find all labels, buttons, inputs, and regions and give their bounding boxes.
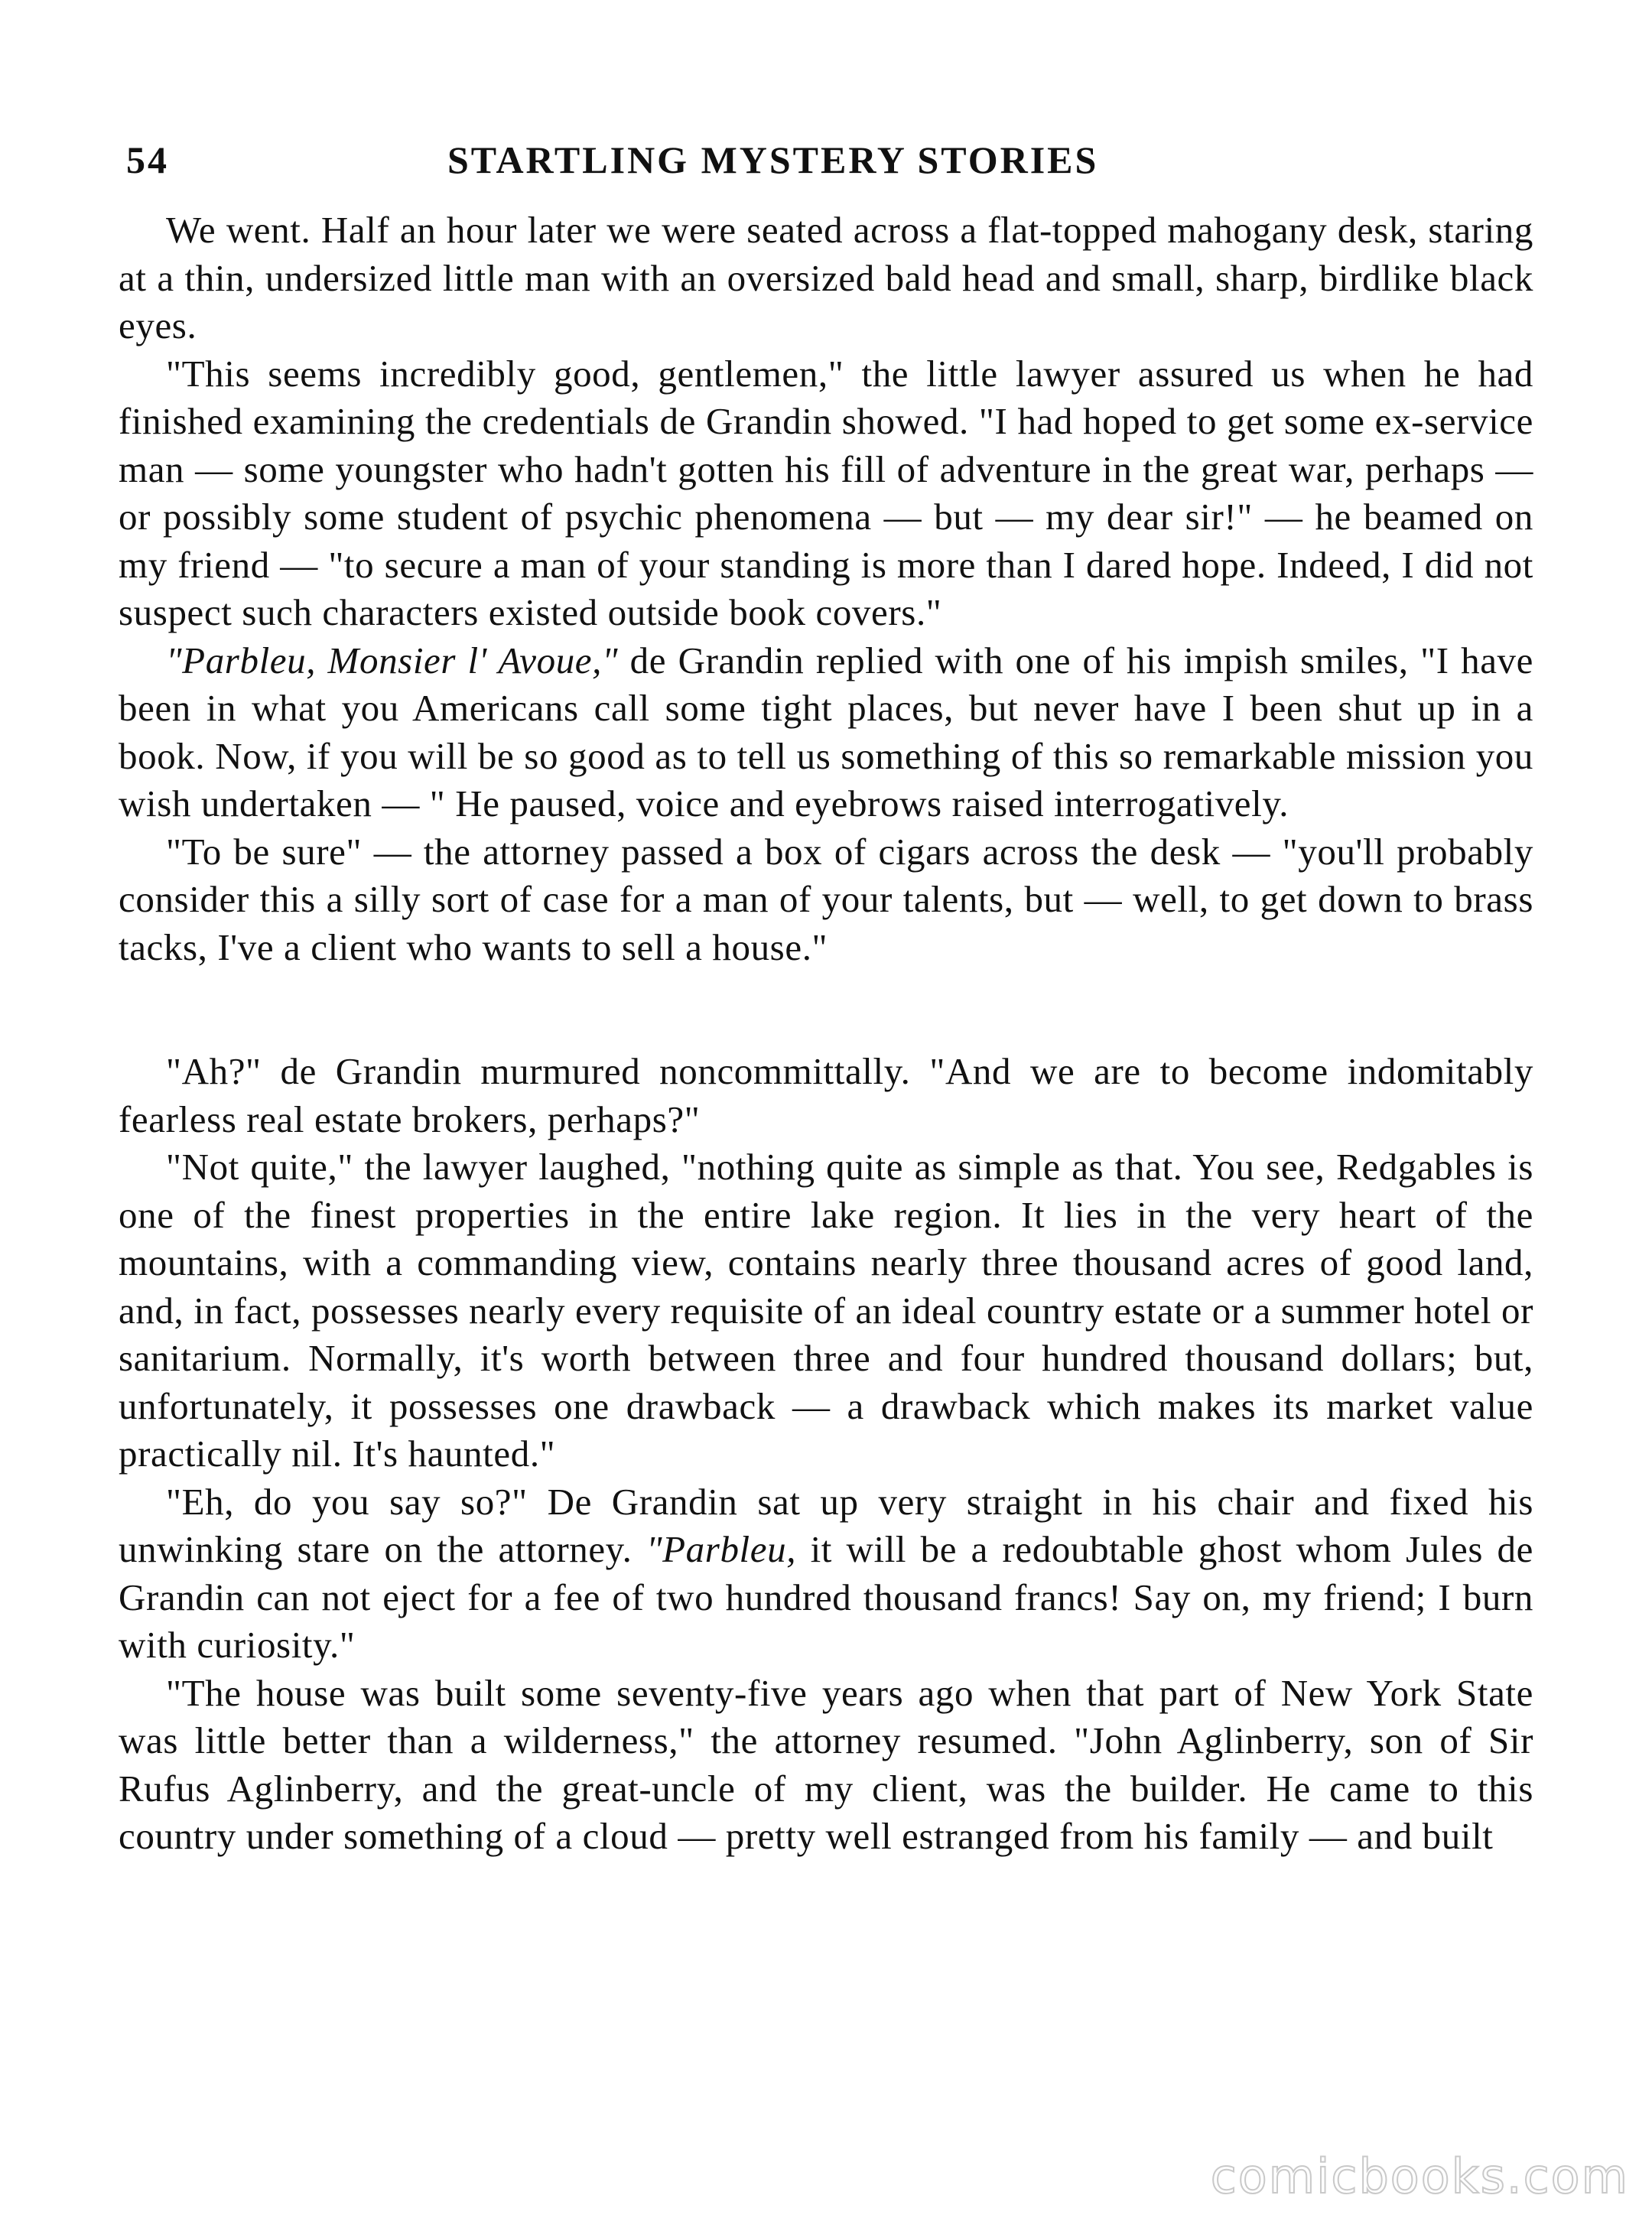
paragraph (119, 828, 1533, 972)
paragraph (119, 1143, 1533, 1478)
paragraph-text: "This seems incredibly good, gentlemen," the little lawyer assured us when he had finished examining the credentials de Grandin showed. "I had hoped to get some ex-service man — some youngster who hadn't gotten his fill of adventure in the great war, perhaps — or possibly some student of psychic phenomena — but — my dear sir!" — he beamed on my friend — "to secure a man of your standing is more than I dared hope. Indeed, I did not suspect such characters existed outside book covers." (119, 352, 1533, 633)
running-head (119, 138, 1533, 191)
watermark: comicbooks.com (1210, 2148, 1629, 2204)
paragraph-text: "To be sure" — the attorney passed a box of cigars across the desk — "you'll probably consider this a silly sort of case for a man of your talents, but — well, to get down to brass tacks, I've a client who wants to sell a house." (119, 830, 1533, 968)
paragraph (119, 1478, 1533, 1670)
paragraph-text: "Ah?" de Grandin murmured noncommittally. "And we are to become indomitably fearless real estate brokers, perhaps?" (119, 1050, 1533, 1140)
story-text (119, 207, 1533, 1861)
paragraph (119, 1670, 1533, 1861)
book-page (119, 138, 1533, 1861)
magazine-title: STARTLING MYSTERY STORIES (447, 138, 1099, 181)
paragraph-text: de Grandin replied with one of his impish smiles, "I have been in what you Americans call some tight places, but never have I been shut up in a book. Now, if you will be so good as to tell us something of this so remarkable mission you wish undertaken — " He paused, voice and eyebrows raised interrogatively. (119, 639, 1533, 824)
page-number: 54 (126, 138, 169, 181)
paragraph (119, 1048, 1533, 1143)
paragraph (119, 637, 1533, 828)
italic-phrase: "Parbleu, Monsier l' Avoue," (166, 639, 619, 681)
paragraph (119, 207, 1533, 350)
paragraph-text: "Eh, do you say so?" De Grandin sat up very straight in his chair and fixed his unwinking stare on the attorney. (119, 1480, 1533, 1570)
paragraph (119, 350, 1533, 637)
paragraph-text: "The house was built some seventy-five years ago when that part of New York State was little better than a wilderness," the attorney resumed. "John Aglinberry, son of Sir Rufus Aglinberry, and the great-uncle of my client, was the builder. He came to this country under something of a cloud — pretty well estranged from his family — and built (119, 1671, 1533, 1857)
section-break (119, 971, 1533, 1048)
paragraph-text: "Not quite," the lawyer laughed, "nothing quite as simple as that. You see, Redgables is one of the finest properties in the entire lake region. It lies in the very heart of the mountains, with a commanding view, contains nearly three thousand acres of good land, and, in fact, possesses nearly every requisite of an ideal country estate or a summer hotel or sanitarium. Normally, it's worth between three and four hundred thousand dollars; but, unfortunately, it possesses one drawback — a drawback which makes its market value practically nil. It's haunted." (119, 1146, 1533, 1475)
paragraph-text: We went. Half an hour later we were seated across a flat-topped mahogany desk, staring at a thin, undersized little man with an oversized bald head and small, sharp, birdlike black eyes. (119, 209, 1533, 346)
paragraph-text: it will be a redoubtable ghost whom Jules de Grandin can not eject for a fee of two hundred thousand francs! Say on, my friend; I burn with curiosity." (119, 1528, 1533, 1666)
italic-phrase: "Parbleu, (646, 1528, 797, 1570)
